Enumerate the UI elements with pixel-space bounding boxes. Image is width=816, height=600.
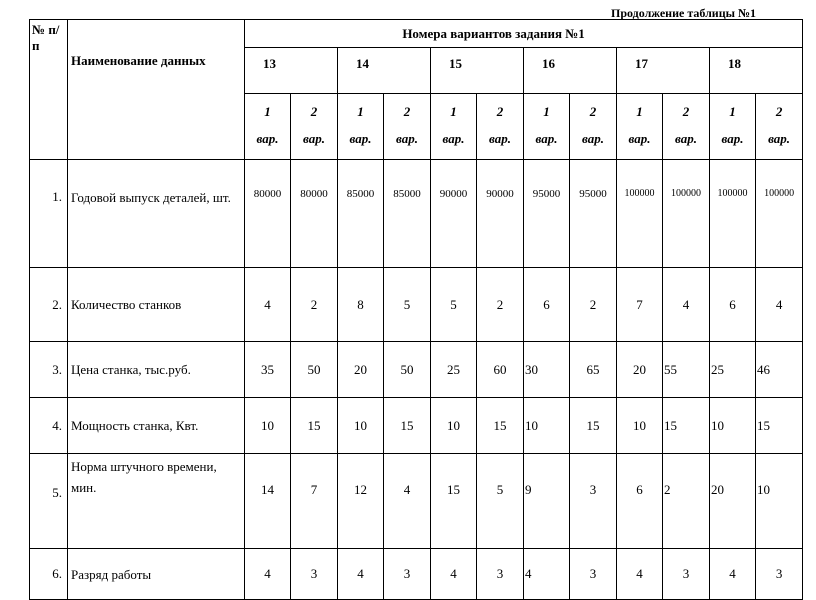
sub-variant-label — [710, 94, 756, 160]
table-cell: 4 — [663, 268, 710, 342]
sub-variant-word: вар. — [675, 131, 697, 146]
table-cell: 80000 — [291, 160, 338, 268]
sub-variant-word: вар. — [396, 131, 418, 146]
sub-variant-number: 1 — [264, 104, 271, 119]
header-num: № п/п — [30, 20, 68, 160]
table-cell: 20 — [710, 454, 756, 549]
row-name: Цена станка, тыс.руб. — [68, 342, 245, 398]
table-cell: 15 — [663, 398, 710, 454]
table-cell: 14 — [245, 454, 291, 549]
table-cell: 7 — [617, 268, 663, 342]
table-cell: 85000 — [338, 160, 384, 268]
row-number: 2. — [30, 268, 68, 342]
sub-variant-label — [431, 94, 477, 160]
table-cell: 8 — [338, 268, 384, 342]
table-cell: 12 — [338, 454, 384, 549]
variant-number: 17 — [617, 48, 710, 94]
table-cell: 90000 — [431, 160, 477, 268]
sub-variant-word: вар. — [582, 131, 604, 146]
table-cell: 100000 — [710, 160, 756, 268]
table-cell: 60 — [477, 342, 524, 398]
table-cell: 25 — [431, 342, 477, 398]
table-cell: 4 — [245, 268, 291, 342]
table-cell: 3 — [384, 549, 431, 600]
sub-variant-word: вар. — [349, 131, 372, 146]
table-cell: 15 — [384, 398, 431, 454]
table-cell: 5 — [431, 268, 477, 342]
table-cell: 15 — [477, 398, 524, 454]
table-cell: 95000 — [524, 160, 570, 268]
sub-variant-number: 1 — [729, 104, 736, 119]
row-name: Годовой выпуск деталей, шт. — [68, 160, 245, 268]
table-cell: 95000 — [570, 160, 617, 268]
sub-variant-number: 2 — [496, 104, 504, 119]
sub-variant-label — [663, 94, 710, 160]
sub-variant-label — [245, 94, 291, 160]
table-cell: 3 — [756, 549, 803, 600]
sub-variant-word: вар. — [535, 131, 558, 146]
table-cell: 15 — [756, 398, 803, 454]
table-cell: 3 — [291, 549, 338, 600]
table-row — [30, 268, 803, 342]
table-cell: 90000 — [477, 160, 524, 268]
table-cell: 4 — [384, 454, 431, 549]
row-name: Количество станков — [68, 268, 245, 342]
row-name: Разряд работы — [68, 549, 245, 600]
table-cell: 30 — [524, 342, 570, 398]
table-cell: 2 — [477, 268, 524, 342]
table-cell: 5 — [384, 268, 431, 342]
row-number: 6. — [30, 549, 68, 600]
sub-variant-word: вар. — [256, 131, 279, 146]
table-row — [30, 398, 803, 454]
sub-variant-word: вар. — [303, 131, 325, 146]
sub-variant-number: 2 — [310, 104, 318, 119]
table-cell: 80000 — [245, 160, 291, 268]
table-cell: 4 — [756, 268, 803, 342]
table-cell: 10 — [431, 398, 477, 454]
table-cell: 5 — [477, 454, 524, 549]
table-cell: 10 — [710, 398, 756, 454]
table-cell: 4 — [245, 549, 291, 600]
table-cell: 10 — [524, 398, 570, 454]
table-row — [30, 454, 803, 549]
row-name: Норма штучного времени, мин. — [68, 454, 245, 549]
table-cell: 4 — [431, 549, 477, 600]
table-cell: 10 — [245, 398, 291, 454]
variant-number: 14 — [338, 48, 431, 94]
sub-variant-word: вар. — [489, 131, 511, 146]
sub-variant-label — [291, 94, 338, 160]
table-cell: 15 — [570, 398, 617, 454]
table-cell: 3 — [570, 454, 617, 549]
table-cell: 4 — [524, 549, 570, 600]
table-cell: 15 — [431, 454, 477, 549]
table-cell: 3 — [663, 549, 710, 600]
table-cell: 20 — [617, 342, 663, 398]
sub-variant-word: вар. — [628, 131, 651, 146]
table-row — [30, 549, 803, 600]
sub-variant-label — [338, 94, 384, 160]
table-cell: 35 — [245, 342, 291, 398]
table-cell: 55 — [663, 342, 710, 398]
row-number: 5. — [30, 454, 68, 549]
table-cell: 6 — [524, 268, 570, 342]
sub-variant-label — [570, 94, 617, 160]
table-cell: 9 — [524, 454, 570, 549]
table-cell: 15 — [291, 398, 338, 454]
table-cell: 65 — [570, 342, 617, 398]
variant-number: 16 — [524, 48, 617, 94]
sub-variant-word: вар. — [721, 131, 744, 146]
row-number: 1. — [30, 160, 68, 268]
sub-variant-label — [617, 94, 663, 160]
table-cell: 6 — [710, 268, 756, 342]
variant-number: 15 — [431, 48, 524, 94]
header-name: Наименование данных — [68, 20, 245, 160]
sub-variant-number: 1 — [450, 104, 457, 119]
sub-variant-label — [477, 94, 524, 160]
variant-number: 13 — [245, 48, 338, 94]
table-cell: 25 — [710, 342, 756, 398]
table-cell: 50 — [291, 342, 338, 398]
table-cell: 100000 — [663, 160, 710, 268]
sub-variant-label — [756, 94, 803, 160]
sub-variant-number: 2 — [775, 104, 783, 119]
header-variants-group: Номера вариантов задания №1 — [245, 20, 803, 48]
table-row — [30, 160, 803, 268]
table-cell: 4 — [710, 549, 756, 600]
table-cell: 10 — [338, 398, 384, 454]
table-cell: 6 — [617, 454, 663, 549]
table-cell: 2 — [570, 268, 617, 342]
table-cell: 3 — [570, 549, 617, 600]
table-cell: 46 — [756, 342, 803, 398]
sub-variant-number: 1 — [543, 104, 550, 119]
table-cell: 4 — [617, 549, 663, 600]
table-cell: 7 — [291, 454, 338, 549]
variants-table — [29, 19, 803, 600]
table-cell: 3 — [477, 549, 524, 600]
sub-variant-word: вар. — [442, 131, 465, 146]
table-cell: 20 — [338, 342, 384, 398]
row-name: Мощность станка, Квт. — [68, 398, 245, 454]
table-cell: 10 — [756, 454, 803, 549]
table-caption: Продолжение таблицы №1 — [611, 6, 757, 20]
table-cell: 85000 — [384, 160, 431, 268]
table-cell: 10 — [617, 398, 663, 454]
sub-variant-number: 1 — [357, 104, 364, 119]
sub-variant-word: вар. — [768, 131, 791, 146]
table-cell: 100000 — [756, 160, 803, 268]
row-number: 4. — [30, 398, 68, 454]
sub-variant-number: 1 — [636, 104, 643, 119]
table-row — [30, 342, 803, 398]
table-cell: 50 — [384, 342, 431, 398]
sub-variant-number: 2 — [403, 104, 411, 119]
table-cell: 2 — [663, 454, 710, 549]
table-cell: 100000 — [617, 160, 663, 268]
sub-variant-number: 2 — [682, 104, 690, 119]
table-cell: 2 — [291, 268, 338, 342]
sub-variant-label — [384, 94, 431, 160]
table-cell: 4 — [338, 549, 384, 600]
sub-variant-label — [524, 94, 570, 160]
variant-number: 18 — [710, 48, 803, 94]
row-number: 3. — [30, 342, 68, 398]
sub-variant-number: 2 — [589, 104, 597, 119]
